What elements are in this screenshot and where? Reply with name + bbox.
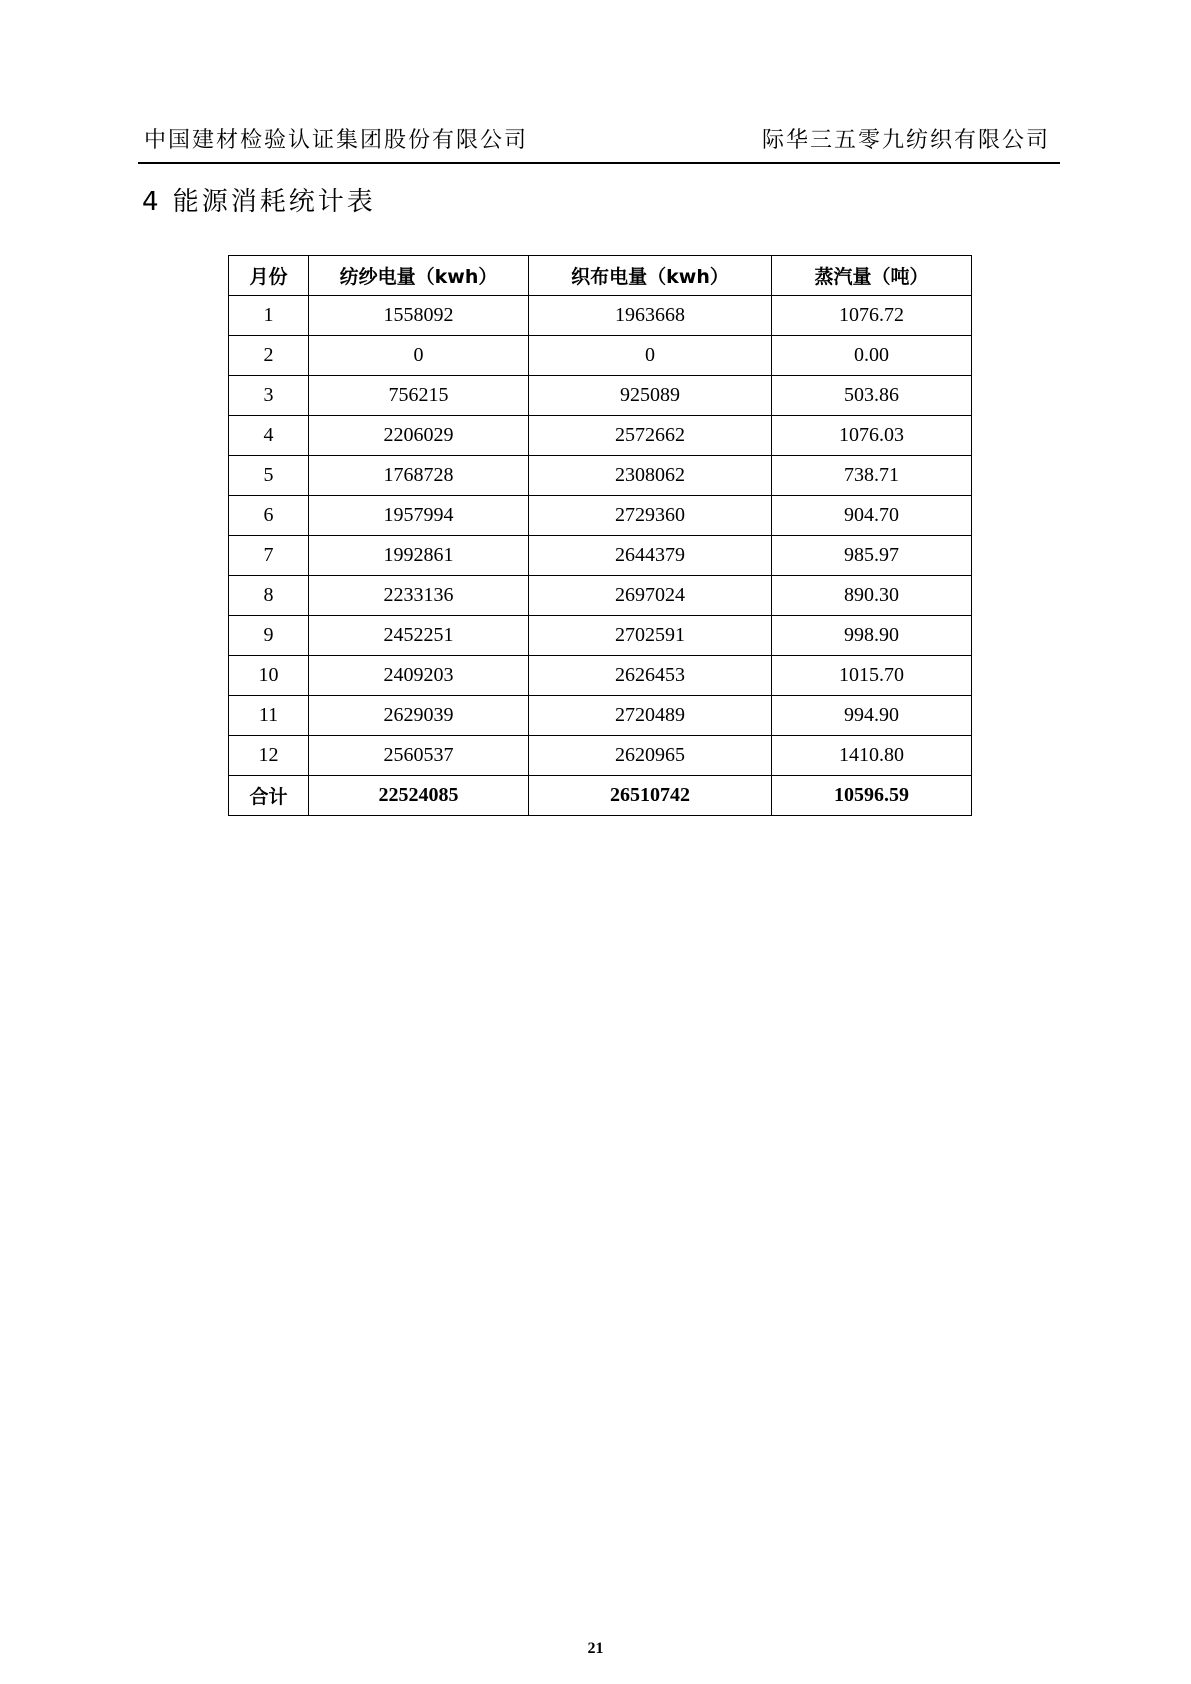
table-row	[229, 416, 972, 456]
cell-steam: 890.30	[772, 576, 972, 616]
cell-weaving-power: 0	[529, 336, 772, 376]
table-row	[229, 576, 972, 616]
table-total-row	[229, 776, 972, 816]
cell-month: 8	[229, 576, 309, 616]
table-row	[229, 696, 972, 736]
cell-spinning-power: 1558092	[309, 296, 529, 336]
cell-total-label: 合计	[229, 776, 309, 816]
cell-steam: 1015.70	[772, 656, 972, 696]
cell-month: 9	[229, 616, 309, 656]
cell-month: 1	[229, 296, 309, 336]
cell-steam: 1076.03	[772, 416, 972, 456]
cell-weaving-power: 2644379	[529, 536, 772, 576]
section-title: 4 能源消耗统计表	[142, 187, 376, 217]
cell-steam: 1410.80	[772, 736, 972, 776]
table-row	[229, 376, 972, 416]
cell-month: 5	[229, 456, 309, 496]
cell-steam: 985.97	[772, 536, 972, 576]
cell-steam: 738.71	[772, 456, 972, 496]
cell-total-weaving-power: 26510742	[529, 776, 772, 816]
cell-weaving-power: 1963668	[529, 296, 772, 336]
cell-weaving-power: 2702591	[529, 616, 772, 656]
cell-spinning-power: 756215	[309, 376, 529, 416]
header-left-company: 中国建材检验认证集团股份有限公司	[144, 128, 529, 153]
page-header	[138, 126, 1060, 164]
cell-weaving-power: 2729360	[529, 496, 772, 536]
cell-weaving-power: 2308062	[529, 456, 772, 496]
table-row	[229, 656, 972, 696]
cell-weaving-power: 925089	[529, 376, 772, 416]
cell-steam: 1076.72	[772, 296, 972, 336]
cell-weaving-power: 2697024	[529, 576, 772, 616]
cell-steam: 904.70	[772, 496, 972, 536]
table-row	[229, 496, 972, 536]
cell-spinning-power: 2560537	[309, 736, 529, 776]
cell-spinning-power: 1992861	[309, 536, 529, 576]
cell-spinning-power: 1957994	[309, 496, 529, 536]
cell-spinning-power: 2206029	[309, 416, 529, 456]
cell-total-spinning-power: 22524085	[309, 776, 529, 816]
cell-steam: 0.00	[772, 336, 972, 376]
cell-month: 12	[229, 736, 309, 776]
cell-month: 4	[229, 416, 309, 456]
column-header-steam: 蒸汽量（吨）	[772, 256, 972, 296]
cell-spinning-power: 2233136	[309, 576, 529, 616]
table-row	[229, 536, 972, 576]
cell-spinning-power: 1768728	[309, 456, 529, 496]
table-row	[229, 336, 972, 376]
table-row	[229, 616, 972, 656]
cell-steam: 994.90	[772, 696, 972, 736]
cell-month: 11	[229, 696, 309, 736]
page-number: 21	[587, 1640, 604, 1657]
cell-spinning-power: 2409203	[309, 656, 529, 696]
header-right-company: 际华三五零九纺织有限公司	[761, 128, 1050, 153]
cell-total-steam: 10596.59	[772, 776, 972, 816]
energy-table-container	[228, 255, 972, 816]
table-row	[229, 736, 972, 776]
cell-month: 7	[229, 536, 309, 576]
column-header-spinning-power: 纺纱电量（kwh）	[309, 256, 529, 296]
cell-weaving-power: 2626453	[529, 656, 772, 696]
cell-steam: 503.86	[772, 376, 972, 416]
column-header-weaving-power: 织布电量（kwh）	[529, 256, 772, 296]
cell-weaving-power: 2720489	[529, 696, 772, 736]
table-header-row	[229, 256, 972, 296]
cell-weaving-power: 2620965	[529, 736, 772, 776]
cell-month: 6	[229, 496, 309, 536]
column-header-month: 月份	[229, 256, 309, 296]
cell-weaving-power: 2572662	[529, 416, 772, 456]
cell-month: 2	[229, 336, 309, 376]
table-row	[229, 456, 972, 496]
cell-month: 3	[229, 376, 309, 416]
cell-steam: 998.90	[772, 616, 972, 656]
table-row	[229, 296, 972, 336]
cell-spinning-power: 0	[309, 336, 529, 376]
energy-consumption-table	[228, 255, 972, 816]
cell-spinning-power: 2452251	[309, 616, 529, 656]
cell-spinning-power: 2629039	[309, 696, 529, 736]
cell-month: 10	[229, 656, 309, 696]
